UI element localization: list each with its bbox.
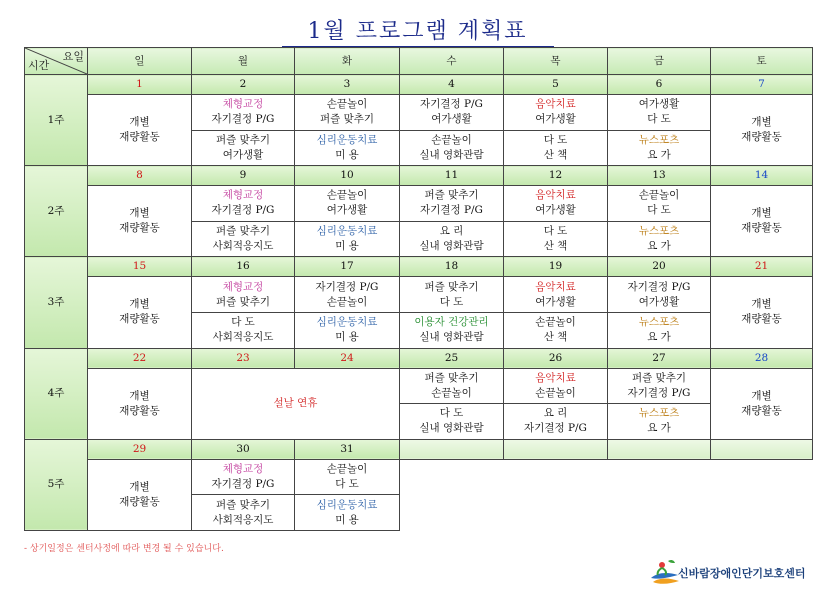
activity-cell: 손끝놀이 여가생활 — [295, 186, 400, 222]
activity-cell: 요 리 자기결정 P/G — [504, 404, 608, 440]
weekend-activity-cell: 개별 재량활동 — [711, 95, 813, 166]
weekend-activity-cell: 개별 재량활동 — [711, 186, 813, 257]
activity-cell: 다 도 산 책 — [504, 130, 608, 166]
org-logo — [648, 556, 828, 586]
am-row — [25, 459, 813, 495]
date-cell: 9 — [192, 166, 295, 186]
activity-cell: 뉴스포츠 요 가 — [608, 312, 711, 348]
activity-cell: 뉴스포츠 요 가 — [608, 130, 711, 166]
weekend-activity-cell: 개별 재량활동 — [88, 459, 192, 530]
date-cell: 17 — [295, 257, 400, 277]
am-row — [25, 186, 813, 222]
day-header-row — [25, 48, 813, 75]
date-cell: 30 — [192, 439, 295, 459]
activity-cell: 뉴스포츠 요 가 — [608, 404, 711, 440]
holiday-cell: 설날 연휴 — [192, 368, 400, 439]
day-header-thu: 목 — [504, 48, 608, 75]
date-cell: 6 — [608, 75, 711, 95]
weekend-activity-cell: 개별 재량활동 — [88, 186, 192, 257]
date-cell: 23 — [192, 348, 295, 368]
activity-cell: 퍼즐 맞추기 여가생활 — [192, 130, 295, 166]
date-cell: 19 — [504, 257, 608, 277]
activity-cell: 요 리 실내 영화관람 — [400, 221, 504, 257]
date-cell: 13 — [608, 166, 711, 186]
date-cell: 5 — [504, 75, 608, 95]
date-cell: 11 — [400, 166, 504, 186]
page-title: 1월 프로그램 계획표 — [0, 14, 835, 45]
activity-cell: 퍼즐 맞추기 손끝놀이 — [400, 368, 504, 404]
day-header-mon: 월 — [192, 48, 295, 75]
corner-time-label: 시간 — [28, 59, 50, 72]
activity-cell: 손끝놀이 퍼즐 맞추기 — [295, 95, 400, 131]
activity-cell: 음악치료 여가생활 — [504, 95, 608, 131]
activity-cell: 손끝놀이 실내 영화관람 — [400, 130, 504, 166]
activity-cell: 손끝놀이 산 책 — [504, 312, 608, 348]
date-row — [25, 257, 813, 277]
weekend-activity-cell: 개별 재량활동 — [88, 95, 192, 166]
weekend-activity-cell: 개별 재량활동 — [711, 368, 813, 439]
date-cell: 22 — [88, 348, 192, 368]
weekend-activity-cell: 개별 재량활동 — [711, 277, 813, 348]
date-cell: 27 — [608, 348, 711, 368]
am-row — [25, 368, 813, 404]
activity-cell: 퍼즐 맞추기 자기결정 P/G — [608, 368, 711, 404]
corner-day-label: 요일 — [62, 50, 84, 63]
date-row — [25, 166, 813, 186]
date-cell: 21 — [711, 257, 813, 277]
date-cell: 29 — [88, 439, 192, 459]
date-cell: 26 — [504, 348, 608, 368]
date-cell-empty — [608, 439, 711, 459]
activity-cell: 여가생활 다 도 — [608, 95, 711, 131]
date-cell: 2 — [192, 75, 295, 95]
activity-cell: 퍼즐 맞추기 다 도 — [400, 277, 504, 313]
date-cell: 12 — [504, 166, 608, 186]
date-cell: 4 — [400, 75, 504, 95]
date-cell: 20 — [608, 257, 711, 277]
date-cell: 24 — [295, 348, 400, 368]
week-label: 1주 — [25, 75, 88, 166]
am-row — [25, 95, 813, 131]
date-cell: 1 — [88, 75, 192, 95]
activity-cell: 체형교정 자기결정 P/G — [192, 186, 295, 222]
corner-cell — [25, 48, 88, 75]
date-cell: 16 — [192, 257, 295, 277]
activity-cell: 심리운동치료 미 용 — [295, 130, 400, 166]
date-cell: 7 — [711, 75, 813, 95]
date-row — [25, 348, 813, 368]
day-header-sun: 일 — [88, 48, 192, 75]
activity-cell: 다 도 사회적응지도 — [192, 312, 295, 348]
week-label: 2주 — [25, 166, 88, 257]
date-cell: 25 — [400, 348, 504, 368]
org-name: 신바람장애인단기보호센터 — [678, 567, 806, 580]
activity-cell: 음악치료 손끝놀이 — [504, 368, 608, 404]
activity-cell: 퍼즐 맞추기 자기결정 P/G — [400, 186, 504, 222]
date-cell: 10 — [295, 166, 400, 186]
activity-cell: 자기결정 P/G 손끝놀이 — [295, 277, 400, 313]
date-cell-empty — [400, 439, 504, 459]
day-header-fri: 금 — [608, 48, 711, 75]
date-row — [25, 439, 813, 459]
activity-cell: 퍼즐 맞추기 사회적응지도 — [192, 495, 295, 531]
activity-cell: 자기결정 P/G 여가생활 — [608, 277, 711, 313]
activity-cell: 체형교정 퍼즐 맞추기 — [192, 277, 295, 313]
activity-cell: 손끝놀이 다 도 — [295, 459, 400, 495]
footnote: - 상기일정은 센터사정에 따라 변경 될 수 있습니다. — [24, 544, 224, 554]
weekend-activity-cell: 개별 재량활동 — [88, 368, 192, 439]
activity-cell: 심리운동치료 미 용 — [295, 221, 400, 257]
activity-cell: 심리운동치료 미 용 — [295, 312, 400, 348]
activity-cell: 체형교정 자기결정 P/G — [192, 459, 295, 495]
am-row — [25, 277, 813, 313]
activity-cell: 다 도 산 책 — [504, 221, 608, 257]
date-cell: 18 — [400, 257, 504, 277]
activity-cell: 자기결정 P/G 여가생활 — [400, 95, 504, 131]
date-cell: 8 — [88, 166, 192, 186]
activity-cell: 심리운동치료 미 용 — [295, 495, 400, 531]
date-row — [25, 75, 813, 95]
schedule-table — [24, 47, 813, 531]
activity-cell: 뉴스포츠 요 가 — [608, 221, 711, 257]
empty-area — [400, 459, 813, 530]
date-cell: 14 — [711, 166, 813, 186]
activity-cell: 손끝놀이 다 도 — [608, 186, 711, 222]
activity-cell: 퍼즐 맞추기 사회적응지도 — [192, 221, 295, 257]
activity-cell: 다 도 실내 영화관람 — [400, 404, 504, 440]
week-label: 5주 — [25, 439, 88, 530]
day-header-tue: 화 — [295, 48, 400, 75]
date-cell-empty — [504, 439, 608, 459]
date-cell-empty — [711, 439, 813, 459]
activity-cell: 음악치료 여가생활 — [504, 186, 608, 222]
week-label: 4주 — [25, 348, 88, 439]
date-cell: 3 — [295, 75, 400, 95]
day-header-wed: 수 — [400, 48, 504, 75]
weekend-activity-cell: 개별 재량활동 — [88, 277, 192, 348]
org-logo-icon — [648, 556, 682, 586]
date-cell: 31 — [295, 439, 400, 459]
week-label: 3주 — [25, 257, 88, 348]
activity-cell: 이용자 건강관리 실내 영화관람 — [400, 312, 504, 348]
activity-cell: 체형교정 자기결정 P/G — [192, 95, 295, 131]
date-cell: 15 — [88, 257, 192, 277]
day-header-sat: 토 — [711, 48, 813, 75]
activity-cell: 음악치료 여가생활 — [504, 277, 608, 313]
date-cell: 28 — [711, 348, 813, 368]
